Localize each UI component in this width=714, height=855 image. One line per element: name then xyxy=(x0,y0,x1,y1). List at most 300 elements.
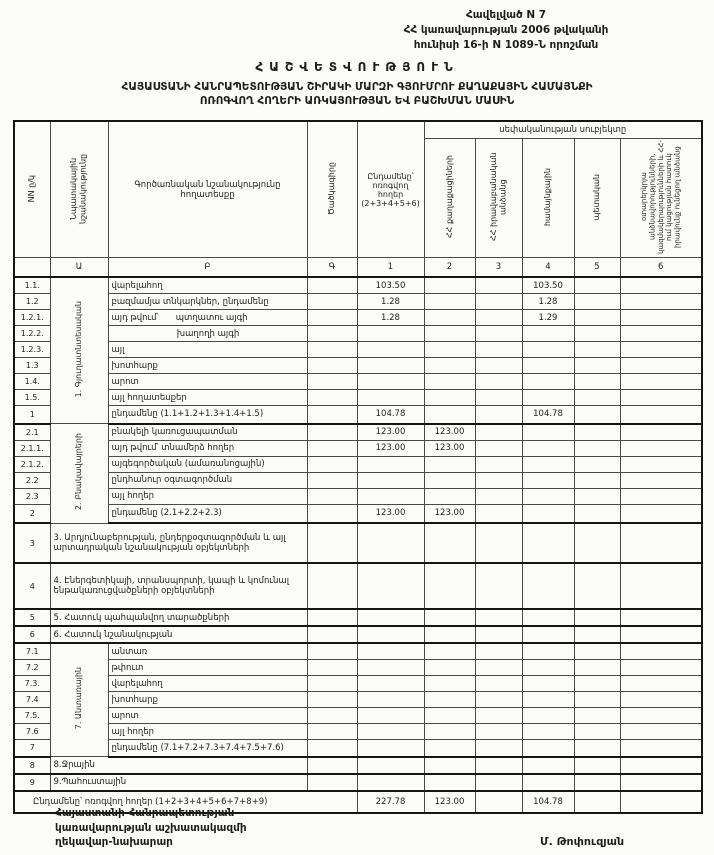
value-cell xyxy=(424,326,475,342)
col-header-community-text: համայնքային xyxy=(543,167,553,227)
code-cell xyxy=(307,676,357,692)
land-type-cell: վարելահող xyxy=(108,277,307,294)
value-cell xyxy=(574,424,620,441)
row-number: 7 xyxy=(14,740,50,757)
row-number: 7.1 xyxy=(14,643,50,660)
appendix-line-1: Հավելված N 7 xyxy=(465,9,547,21)
value-cell xyxy=(522,456,574,472)
col-header-state xyxy=(574,139,620,258)
land-type-name: պտղատու այգի xyxy=(175,312,248,323)
value-cell xyxy=(424,374,475,390)
table-header xyxy=(14,121,702,277)
row-number: 2.3 xyxy=(14,488,50,504)
value-cell xyxy=(574,791,620,813)
value-cell xyxy=(574,456,620,472)
value-cell: 1.28 xyxy=(357,310,424,326)
row-number: 5 xyxy=(14,609,50,626)
table-row xyxy=(14,294,702,310)
value-cell: 104.78 xyxy=(522,791,574,813)
value-cell xyxy=(357,456,424,472)
row-number: 7.5. xyxy=(14,708,50,724)
row-number: 7.2 xyxy=(14,660,50,676)
value-cell xyxy=(620,326,702,342)
land-type-cell: այլ հողեր xyxy=(108,724,307,740)
value-cell xyxy=(424,563,475,609)
value-cell xyxy=(424,406,475,424)
value-cell xyxy=(574,342,620,358)
value-cell xyxy=(574,740,620,757)
col-header-purpose-text: Նպատակային նշանակությունը xyxy=(69,153,88,224)
value-cell xyxy=(574,708,620,724)
value-cell xyxy=(357,724,424,740)
value-cell xyxy=(475,310,522,326)
value-cell xyxy=(475,523,522,563)
value-cell xyxy=(522,374,574,390)
value-cell xyxy=(424,660,475,676)
land-type-cell: այլ հողեր xyxy=(108,488,307,504)
value-cell xyxy=(424,757,475,774)
value-cell xyxy=(522,563,574,609)
value-cell xyxy=(522,488,574,504)
value-cell xyxy=(475,294,522,310)
value-cell xyxy=(522,643,574,660)
value-cell xyxy=(522,358,574,374)
table-row xyxy=(14,326,702,342)
code-cell xyxy=(307,277,357,294)
code-cell xyxy=(307,294,357,310)
report-title: ՀԱՇՎԵՏՎՈՒԹՅՈՒՆ xyxy=(255,60,459,74)
table-row xyxy=(14,676,702,692)
value-cell xyxy=(620,757,702,774)
land-type-cell: թփուտ xyxy=(108,660,307,676)
code-cell xyxy=(307,488,357,504)
value-cell xyxy=(574,724,620,740)
col-header-ownership-group: սեփականության սուբյեկտը xyxy=(424,121,702,139)
value-cell xyxy=(574,374,620,390)
section-cell xyxy=(50,643,108,757)
report-table xyxy=(13,120,703,814)
value-cell xyxy=(475,757,522,774)
section-cell xyxy=(50,277,108,424)
land-type-cell: խաղողի այգի xyxy=(108,326,307,342)
value-cell xyxy=(357,757,424,774)
row-number: 6 xyxy=(14,626,50,643)
row-number: 1.3 xyxy=(14,358,50,374)
value-cell xyxy=(574,326,620,342)
table-row xyxy=(14,277,702,294)
value-cell xyxy=(522,708,574,724)
land-type-cell: 4. Էներգետիկայի, տրանսպորտի, կապի և կոմունալ ենթակառուցվածքների օբյեկտների xyxy=(50,563,307,609)
table-row xyxy=(14,643,702,660)
value-cell xyxy=(522,326,574,342)
value-cell xyxy=(620,277,702,294)
value-cell xyxy=(424,643,475,660)
land-type-cell: վարելահող xyxy=(108,676,307,692)
value-cell xyxy=(475,406,522,424)
value-cell xyxy=(574,774,620,791)
table-row xyxy=(14,724,702,740)
land-type-cell: արոտ xyxy=(108,708,307,724)
signatory-line-1: Հայաստանի Հանրապետության xyxy=(55,807,235,819)
value-cell xyxy=(424,294,475,310)
value-cell: 123.00 xyxy=(357,504,424,523)
code-cell xyxy=(307,757,357,774)
row-number: 1.5. xyxy=(14,390,50,406)
table-row xyxy=(14,358,702,374)
value-cell xyxy=(475,791,522,813)
table-row xyxy=(14,692,702,708)
land-type-prefix: այդ թվում՝ xyxy=(111,312,159,323)
value-cell xyxy=(620,791,702,813)
table-row xyxy=(14,626,702,643)
column-index-row xyxy=(14,258,702,278)
appendix-block xyxy=(310,8,702,54)
col-header-foreign xyxy=(620,139,702,258)
value-cell xyxy=(424,724,475,740)
table-row xyxy=(14,740,702,757)
table-row xyxy=(14,310,702,326)
signatory-block xyxy=(55,806,247,850)
land-type-cell: բնակելի կառուցապատման xyxy=(108,424,307,441)
row-number: 1.2.1. xyxy=(14,310,50,326)
signatory-line-3: ղեկավար-նախարար xyxy=(55,836,173,849)
value-cell xyxy=(475,440,522,456)
value-cell xyxy=(522,472,574,488)
code-cell xyxy=(307,609,357,626)
value-cell xyxy=(475,358,522,374)
value-cell xyxy=(620,456,702,472)
land-type-cell: խոտհարք xyxy=(108,692,307,708)
value-cell xyxy=(424,609,475,626)
col-header-citizens xyxy=(424,139,475,258)
value-cell xyxy=(522,440,574,456)
value-cell xyxy=(424,488,475,504)
code-cell xyxy=(307,504,357,523)
value-cell: 103.50 xyxy=(522,277,574,294)
col-header-foreign-text: օտարերկրյա անձնավորությունների, կազմակերպությունների և ՀՀ-ում կացության հատուկ իրավունք ունեցող անձանց xyxy=(639,140,682,254)
value-cell xyxy=(357,774,424,791)
land-type-cell: այլ հողատեսքեր xyxy=(108,390,307,406)
value-cell xyxy=(424,342,475,358)
appendix-line-2: ՀՀ կառավարության 2006 թվականի xyxy=(403,24,609,37)
value-cell xyxy=(357,626,424,643)
value-cell xyxy=(357,358,424,374)
value-cell xyxy=(424,390,475,406)
value-cell xyxy=(574,440,620,456)
table-row xyxy=(14,757,702,774)
index-cell: Ա xyxy=(50,258,108,278)
col-header-total: Ընդամենը՝ ոռոգվող հողեր (2+3+4+5+6) xyxy=(357,121,424,258)
value-cell xyxy=(475,456,522,472)
value-cell xyxy=(522,609,574,626)
row-number: 7.6 xyxy=(14,724,50,740)
table-row xyxy=(14,488,702,504)
value-cell xyxy=(357,643,424,660)
value-cell xyxy=(574,757,620,774)
value-cell: 123.00 xyxy=(357,424,424,441)
table-row xyxy=(14,504,702,523)
value-cell xyxy=(475,692,522,708)
value-cell xyxy=(357,660,424,676)
index-cell: 5 xyxy=(574,258,620,278)
col-header-functional: Գործառնական նշանակությունը հողատեսքը xyxy=(108,121,307,258)
table-row xyxy=(14,374,702,390)
value-cell xyxy=(522,424,574,441)
value-cell xyxy=(424,310,475,326)
value-cell xyxy=(620,342,702,358)
code-cell xyxy=(307,440,357,456)
value-cell xyxy=(574,277,620,294)
land-type-cell: ընդամենը (7.1+7.2+7.3+7.4+7.5+7.6) xyxy=(108,740,307,757)
col-header-citizens-text: ՀՀ քաղաքացիների xyxy=(444,155,454,239)
value-cell xyxy=(475,643,522,660)
row-number: 1.1. xyxy=(14,277,50,294)
value-cell xyxy=(574,692,620,708)
value-cell xyxy=(574,488,620,504)
value-cell xyxy=(620,708,702,724)
value-cell xyxy=(620,724,702,740)
land-type-cell: այլ xyxy=(108,342,307,358)
land-type-cell: 6. Հատուկ նշանակության xyxy=(50,626,307,643)
index-cell xyxy=(14,258,50,278)
value-cell xyxy=(475,676,522,692)
land-type-cell: այգեգործական (ամառանոցային) xyxy=(108,456,307,472)
value-cell xyxy=(522,523,574,563)
value-cell xyxy=(522,504,574,523)
value-cell xyxy=(574,504,620,523)
col-header-purpose xyxy=(50,121,108,258)
row-number: 9 xyxy=(14,774,50,791)
value-cell xyxy=(475,609,522,626)
value-cell xyxy=(424,676,475,692)
value-cell xyxy=(574,626,620,643)
value-cell xyxy=(620,643,702,660)
value-cell xyxy=(522,757,574,774)
index-cell: 4 xyxy=(522,258,574,278)
row-number: 2.1.1. xyxy=(14,440,50,456)
value-cell: 103.50 xyxy=(357,277,424,294)
index-cell: 6 xyxy=(620,258,702,278)
land-type-cell: 3. Արդյունաբերության, ընդերքօգտագործման և այլ արտադրական նշանակության օբյեկտների xyxy=(50,523,307,563)
code-cell xyxy=(307,643,357,660)
value-cell xyxy=(620,609,702,626)
table-row xyxy=(14,406,702,424)
table-row xyxy=(14,609,702,626)
code-cell xyxy=(307,660,357,676)
code-cell xyxy=(307,310,357,326)
value-cell xyxy=(475,724,522,740)
index-cell: 1 xyxy=(357,258,424,278)
value-cell xyxy=(475,424,522,441)
value-cell xyxy=(574,523,620,563)
report-subtitle-1: ՀԱՅԱՍՏԱՆԻ ՀԱՆՐԱՊԵՏՈՒԹՅԱՆ ՇԻՐԱԿԻ ՄԱՐԶԻ ԳՅՈՒՄՐՈՒ ՔԱՂԱՔԱՅԻՆ ՀԱՄԱՅՆՔԻ xyxy=(121,81,593,93)
code-cell xyxy=(307,472,357,488)
code-cell xyxy=(307,724,357,740)
row-number: 3 xyxy=(14,523,50,563)
value-cell xyxy=(424,456,475,472)
value-cell xyxy=(522,676,574,692)
value-cell xyxy=(620,294,702,310)
table-row xyxy=(14,472,702,488)
value-cell xyxy=(620,563,702,609)
value-cell xyxy=(475,326,522,342)
value-cell xyxy=(475,342,522,358)
index-cell: 3 xyxy=(475,258,522,278)
value-cell xyxy=(522,660,574,676)
land-type-cell: 9.Պահուստային xyxy=(50,774,307,791)
value-cell xyxy=(574,406,620,424)
value-cell xyxy=(357,523,424,563)
value-cell xyxy=(620,472,702,488)
row-number: 1.4. xyxy=(14,374,50,390)
value-cell xyxy=(475,774,522,791)
code-cell xyxy=(307,326,357,342)
value-cell xyxy=(357,488,424,504)
code-cell xyxy=(307,563,357,609)
value-cell xyxy=(475,504,522,523)
row-number: 7.3. xyxy=(14,676,50,692)
value-cell xyxy=(620,740,702,757)
land-type-cell: բազմամյա տնկարկներ, ընդամենը xyxy=(108,294,307,310)
value-cell xyxy=(522,626,574,643)
value-cell xyxy=(522,740,574,757)
value-cell xyxy=(574,609,620,626)
land-type-cell xyxy=(108,310,307,326)
value-cell xyxy=(357,374,424,390)
row-number: 4 xyxy=(14,563,50,609)
value-cell xyxy=(357,326,424,342)
value-cell xyxy=(620,676,702,692)
value-cell xyxy=(620,504,702,523)
value-cell xyxy=(357,708,424,724)
row-number: 2.1 xyxy=(14,424,50,441)
land-type-cell: ընդամենը (2.1+2.2+2.3) xyxy=(108,504,307,523)
table-row xyxy=(14,523,702,563)
value-cell xyxy=(574,294,620,310)
row-number: 1.2.2. xyxy=(14,326,50,342)
value-cell xyxy=(475,374,522,390)
value-cell xyxy=(620,424,702,441)
value-cell xyxy=(620,406,702,424)
col-header-code xyxy=(307,121,357,258)
row-number: 7.4 xyxy=(14,692,50,708)
value-cell: 123.00 xyxy=(424,424,475,441)
value-cell xyxy=(424,708,475,724)
table-row xyxy=(14,774,702,791)
value-cell xyxy=(475,488,522,504)
land-type-cell: արոտ xyxy=(108,374,307,390)
value-cell xyxy=(475,472,522,488)
header-row-top xyxy=(14,121,702,139)
appendix-line-3: հունիսի 16-ի N 1089-Ն որոշման xyxy=(413,39,599,52)
value-cell xyxy=(620,310,702,326)
code-cell xyxy=(307,774,357,791)
value-cell xyxy=(620,358,702,374)
row-number: 1 xyxy=(14,406,50,424)
code-cell xyxy=(307,692,357,708)
table-row xyxy=(14,424,702,441)
value-cell xyxy=(357,676,424,692)
section-label: 1. Գյուղատնտեսական xyxy=(74,300,84,398)
col-header-number-text: NN ը/կ xyxy=(27,174,37,203)
value-cell xyxy=(620,774,702,791)
value-cell xyxy=(620,440,702,456)
value-cell xyxy=(574,660,620,676)
code-cell xyxy=(307,740,357,757)
code-cell xyxy=(307,626,357,643)
table-row xyxy=(14,563,702,609)
value-cell: 104.78 xyxy=(522,406,574,424)
code-cell xyxy=(307,374,357,390)
section-label: 2. Բնակավայրերի xyxy=(74,433,84,511)
value-cell xyxy=(357,740,424,757)
value-cell: 123.00 xyxy=(424,504,475,523)
index-cell: Բ xyxy=(108,258,307,278)
col-header-code-text: Ծածկագիրը xyxy=(327,161,337,215)
table-row xyxy=(14,440,702,456)
value-cell xyxy=(357,563,424,609)
value-cell xyxy=(424,692,475,708)
value-cell: 1.28 xyxy=(357,294,424,310)
code-cell xyxy=(307,523,357,563)
value-cell xyxy=(620,660,702,676)
value-cell xyxy=(424,626,475,643)
value-cell xyxy=(475,626,522,643)
value-cell xyxy=(357,609,424,626)
value-cell xyxy=(357,692,424,708)
total-row-label: Ընդամենը՝ ոռոգվող հողեր (1+2+3+4+5+6+7+8+9) xyxy=(14,791,357,813)
land-type-cell: խոտհարք xyxy=(108,358,307,374)
value-cell: 123.00 xyxy=(357,440,424,456)
value-cell xyxy=(357,472,424,488)
col-header-legal-entities xyxy=(475,139,522,258)
index-cell: Գ xyxy=(307,258,357,278)
land-type-cell: ընդամենը (1.1+1.2+1.3+1.4+1.5) xyxy=(108,406,307,424)
value-cell xyxy=(574,390,620,406)
value-cell xyxy=(424,472,475,488)
value-cell xyxy=(522,390,574,406)
value-cell xyxy=(574,643,620,660)
value-cell xyxy=(475,740,522,757)
value-cell xyxy=(522,342,574,358)
value-cell xyxy=(424,277,475,294)
value-cell xyxy=(620,390,702,406)
value-cell xyxy=(620,374,702,390)
value-cell xyxy=(574,563,620,609)
code-cell xyxy=(307,406,357,424)
row-number: 2 xyxy=(14,504,50,523)
value-cell xyxy=(424,774,475,791)
section-cell xyxy=(50,424,108,524)
row-number: 2.1.2. xyxy=(14,456,50,472)
value-cell xyxy=(475,660,522,676)
value-cell xyxy=(424,740,475,757)
value-cell xyxy=(357,390,424,406)
value-cell xyxy=(620,523,702,563)
value-cell xyxy=(424,358,475,374)
code-cell xyxy=(307,390,357,406)
section-label: 7. Անտառային xyxy=(74,667,84,730)
value-cell xyxy=(620,692,702,708)
code-cell xyxy=(307,342,357,358)
land-type-cell: այդ թվում՝ տնամերձ հողեր xyxy=(108,440,307,456)
land-type-cell: ընդհանուր օգտագործման xyxy=(108,472,307,488)
report-subtitle-2: ՈՌՈԳՎՈՂ ՀՈՂԵՐԻ ԱՌԿԱՅՈՒԹՅԱՆ ԵՎ ԲԱՇԽՄԱՆ ՄԱՍԻՆ xyxy=(199,95,515,107)
value-cell xyxy=(620,626,702,643)
row-number: 2.2 xyxy=(14,472,50,488)
code-cell xyxy=(307,708,357,724)
table-row xyxy=(14,660,702,676)
